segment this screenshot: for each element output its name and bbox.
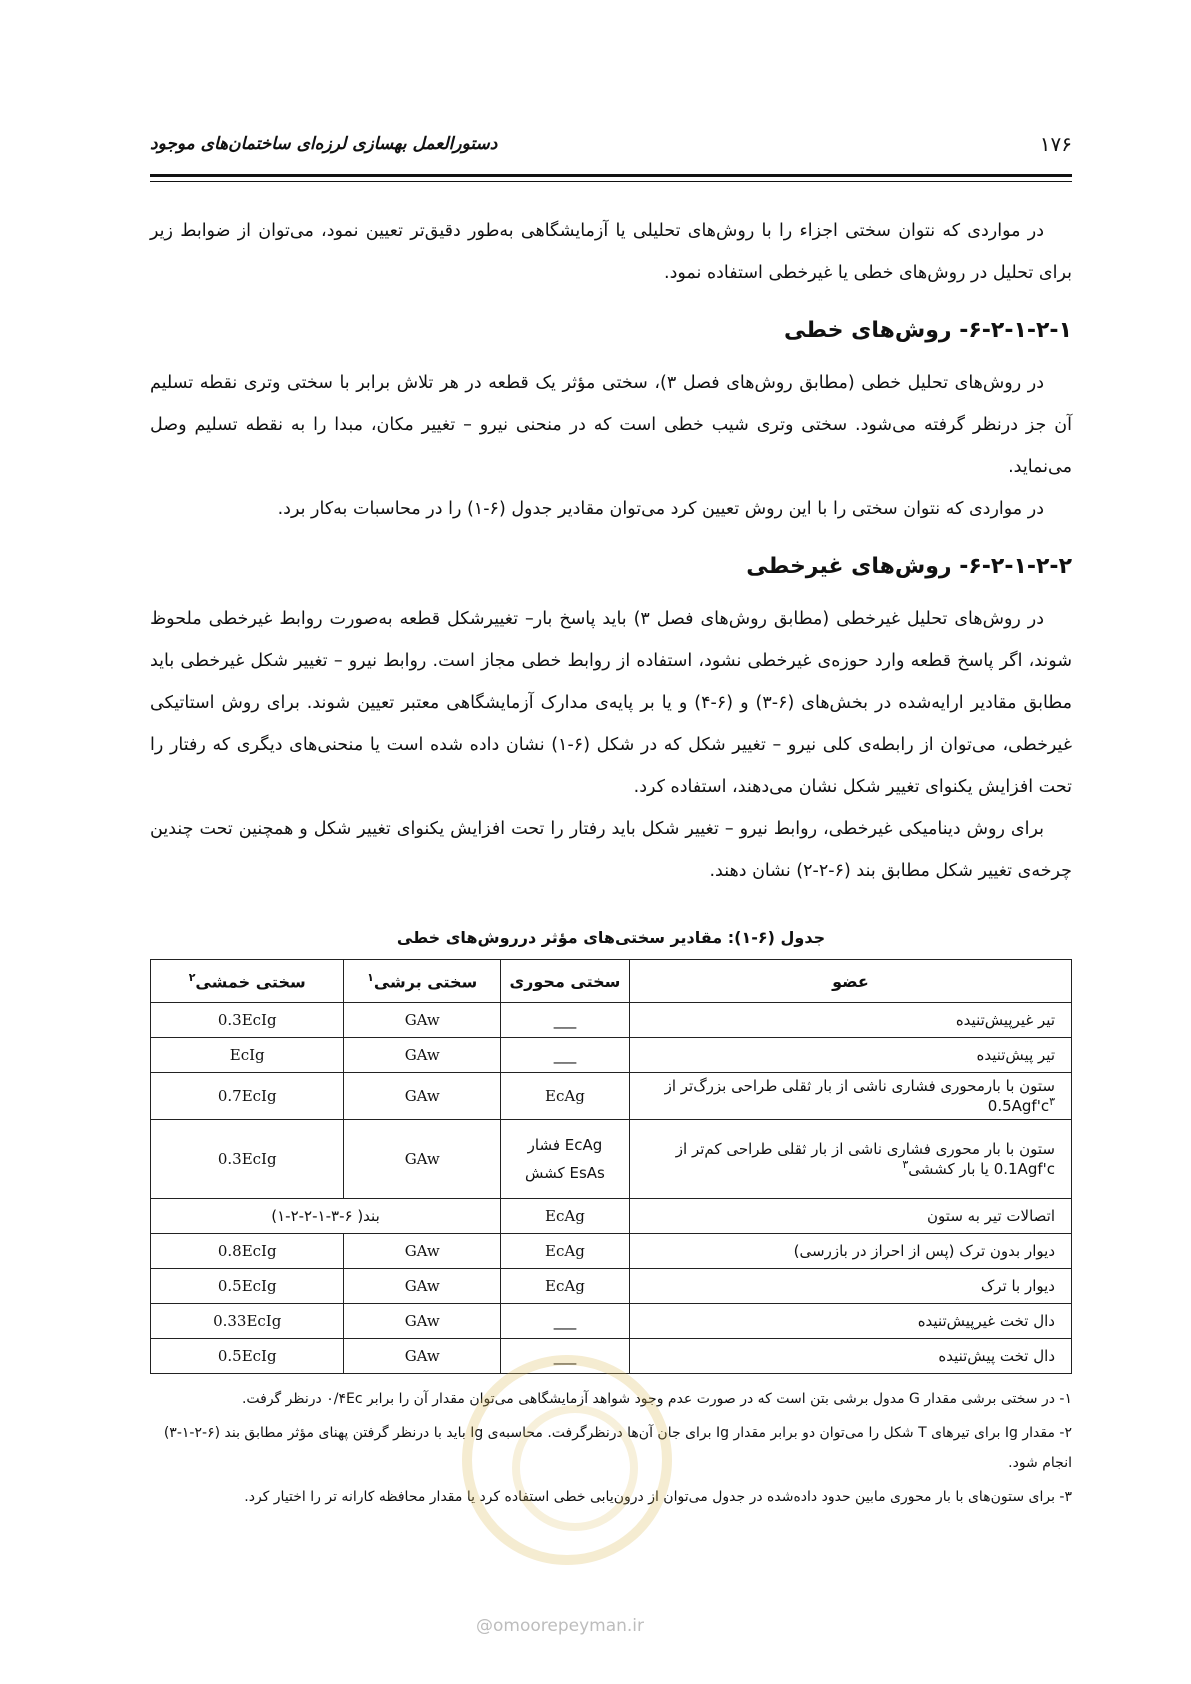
cell-axial [500, 1120, 629, 1199]
cell-axial-value: EcAg [545, 1242, 585, 1260]
page-content [150, 210, 1072, 1516]
table-row [151, 1003, 1072, 1038]
cell-member-text: ستون با بارمحوری فشاری ناشی از بار ثقلی طراحی بزرگ‌تر از 0.5Agf'c [664, 1077, 1055, 1115]
table-row [151, 1073, 1072, 1120]
cell-flexural-value: 0.5EcIg [217, 1347, 277, 1365]
table-row [151, 1199, 1072, 1234]
cell-flexural-value: 0.7EcIg [217, 1087, 277, 1105]
cell-shear [344, 1269, 501, 1304]
cell-member: دیوار بدون ترک (پس از احراز در بازرسی) [629, 1234, 1071, 1269]
cell-axial-compression: EcAg فشار [527, 1136, 603, 1154]
table-row [151, 1038, 1072, 1073]
intro-paragraph: در مواردی که نتوان سختی اجزاء را با روش‌های تحلیلی یا آزمایشگاهی به‌طور دقیق‌تر تعیین نمود، می‌توان از ضوابط زیر برای تحلیل در روش‌های خطی یا غیرخطی استفاده نمود. [150, 221, 1072, 283]
stiffness-table [150, 959, 1072, 1374]
cell-axial-value: EcAg [545, 1277, 585, 1295]
cell-merged-reference: بند( ۶-۳-۱-۲-۲-۱) [151, 1199, 501, 1234]
cell-axial: ___ [500, 1038, 629, 1073]
cell-flexural-value: EcIg [229, 1046, 265, 1064]
page-number: ۱۷۶ [1039, 132, 1072, 156]
header-flexural [151, 960, 344, 1003]
header-shear-note: ۱ [367, 970, 374, 984]
header-axial: سختی محوری [500, 960, 629, 1003]
watermark-site: @omoorepeyman.ir [475, 1616, 645, 1636]
cell-shear-value: GAw [404, 1347, 440, 1365]
cell-shear [344, 1304, 501, 1339]
table-caption: جدول (۶-۱): مقادیر سختی‌های مؤثر درروش‌های خطی [396, 928, 826, 947]
cell-shear [344, 1120, 501, 1199]
header-flexural-note: ۲ [188, 970, 196, 984]
cell-member [629, 1073, 1071, 1120]
cell-shear-value: GAw [404, 1242, 440, 1260]
cell-member-text: ستون با بار محوری فشاری ناشی از بار ثقلی طراحی کم‌تر از 0.1Agf'c یا بار کششی [675, 1140, 1055, 1178]
cell-shear-value: GAw [404, 1011, 440, 1029]
table-row [151, 1304, 1072, 1339]
cell-flexural [151, 1269, 344, 1304]
cell-shear-value: GAw [404, 1150, 440, 1168]
cell-member-note: ۳ [1049, 1095, 1055, 1108]
cell-member: دال تخت پیش‌تنیده [629, 1339, 1071, 1374]
cell-flexural-value: 0.8EcIg [217, 1242, 277, 1260]
cell-shear-value: GAw [404, 1087, 440, 1105]
cell-member [629, 1120, 1071, 1199]
cell-flexural [151, 1073, 344, 1120]
cell-axial [500, 1199, 629, 1234]
cell-flexural [151, 1234, 344, 1269]
cell-shear [344, 1234, 501, 1269]
cell-flexural-value: 0.3EcIg [217, 1150, 277, 1168]
section-heading-linear: ۶-۲-۱-۲-۱- روش‌های خطی [783, 318, 1072, 343]
cell-member: دیوار با ترک [629, 1269, 1071, 1304]
cell-flexural [151, 1304, 344, 1339]
cell-shear-value: GAw [404, 1046, 440, 1064]
cell-shear-value: GAw [404, 1277, 440, 1295]
header-flexural-label: سختی خمشی [195, 972, 306, 992]
linear-paragraph-1: در روش‌های تحلیل خطی (مطابق روش‌های فصل ۳)، سختی مؤثر یک قطعه در هر تلاش برابر با سختی وتری نقطه تسلیم آن جز درنظر گرفته می‌شود. سختی وتری شیب خطی است که در منحنی نیرو – تغییر مکان، مبدا را به نقطه تسلیم وصل می‌نماید. [150, 373, 1072, 477]
cell-member: دال تخت غیرپیش‌تنیده [629, 1304, 1071, 1339]
cell-axial-value: EcAg [545, 1207, 585, 1225]
cell-shear [344, 1038, 501, 1073]
cell-axial [500, 1269, 629, 1304]
cell-flexural-value: 0.3EcIg [217, 1011, 277, 1029]
cell-axial: ___ [500, 1339, 629, 1374]
cell-axial: ___ [500, 1003, 629, 1038]
table-row [151, 1120, 1072, 1199]
cell-axial [500, 1234, 629, 1269]
table-row [151, 1269, 1072, 1304]
cell-shear [344, 1003, 501, 1038]
cell-axial-tension: EsAs کشش [525, 1164, 605, 1182]
nonlinear-paragraph-1: در روش‌های تحلیل غیرخطی (مطابق روش‌های فصل ۳) باید پاسخ بار– تغییرشکل قطعه به‌صورت روابط غیرخطی ملحوظ شوند، اگر پاسخ قطعه وارد حوزه‌ی غیرخطی نشود، استفاده از روابط خطی مجاز است. روابط نیرو – تغییر شکل غیرخطی باید مطابق مقادیر ارایه‌شده در بخش‌های (۶-۳) و (۶-۴) و یا بر پایه‌ی مدارک آزمایشگاهی معتبر تعیین شوند. برای روش استاتیکی غیرخطی، می‌توان از رابطه‌ی کلی نیرو – تغییر شکل که در شکل (۶-۱) نشان داده شده است یا منحنی‌های دیگری که رفتار را تحت افزایش یکنوای تغییر شکل نشان می‌دهند، استفاده کرد. [150, 609, 1073, 797]
nonlinear-paragraph-2: برای روش دینامیکی غیرخطی، روابط نیرو – تغییر شکل باید رفتار را تحت افزایش یکنوای تغییر شکل و همچنین تحت چندین چرخه‌ی تغییر شکل مطابق بند (۶-۲-۲) نشان دهند. [150, 819, 1072, 881]
table-header-row [151, 960, 1072, 1003]
cell-flexural [151, 1003, 344, 1038]
footnote-3: ۳- برای ستون‌های با بار محوری مابین حدود داده‌شده در جدول می‌توان از درون‌یابی خطی استفاده کرد یا مقدار محافظه کارانه تر را اختیار کرد. [244, 1489, 1072, 1505]
footnotes [150, 1384, 1072, 1512]
table-row [151, 1234, 1072, 1269]
cell-flexural-value: 0.5EcIg [217, 1277, 277, 1295]
header-shear [344, 960, 501, 1003]
header-shear-label: سختی برشی [373, 972, 478, 992]
cell-flexural [151, 1120, 344, 1199]
cell-axial-value: EcAg [545, 1087, 585, 1105]
cell-flexural [151, 1038, 344, 1073]
section-heading-nonlinear: ۶-۲-۱-۲-۲- روش‌های غیرخطی [746, 554, 1072, 579]
cell-flexural [151, 1339, 344, 1374]
page-header [150, 128, 1072, 177]
cell-axial [500, 1073, 629, 1120]
cell-member: تیر غیرپیش‌تنیده [629, 1003, 1071, 1038]
table-row [151, 1339, 1072, 1374]
cell-member: تیر پیش‌تنیده [629, 1038, 1071, 1073]
header-member: عضو [629, 960, 1071, 1003]
cell-shear [344, 1073, 501, 1120]
cell-flexural-value: 0.33EcIg [213, 1312, 282, 1330]
cell-member-note: ۳ [902, 1158, 909, 1171]
cell-axial: ___ [500, 1304, 629, 1339]
cell-shear [344, 1339, 501, 1374]
cell-shear-value: GAw [404, 1312, 440, 1330]
linear-paragraph-2: در مواردی که نتوان سختی را با این روش تعیین کرد می‌توان مقادیر جدول (۶-۱) را در محاسبات به‌کار برد. [277, 499, 1044, 519]
footnote-2: ۲- مقدار Ig برای تیرهای T شکل را می‌توان دو برابر مقدار Ig برای جان آن‌ها درنظرگرفت. محاسبه‌ی Ig باید با درنظر گرفتن پهنای مؤثر مطابق بند (۶-۲-۱-۳) انجام شود. [163, 1425, 1072, 1471]
cell-member: اتصالات تیر به ستون [629, 1199, 1071, 1234]
footnote-1: ۱- در سختی برشی مقدار G مدول برشی بتن است که در صورت عدم وجود شواهد آزمایشگاهی می‌توان مقدار آن را برابر ۰/۴Ec درنظر گرفت. [241, 1391, 1072, 1407]
running-title: دستورالعمل بهسازی لرزه‌ای ساختمان‌های موجود [150, 134, 498, 154]
